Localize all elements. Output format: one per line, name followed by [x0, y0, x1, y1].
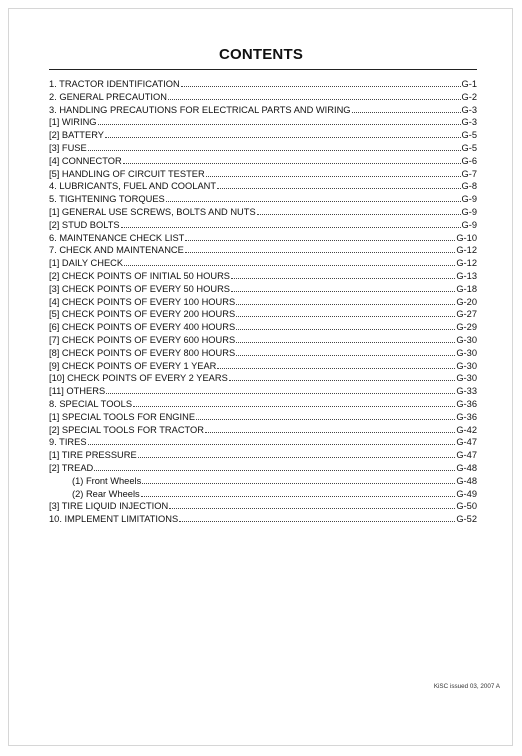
- toc-entry-page: G-52: [456, 514, 477, 525]
- toc-entry-page: G-30: [456, 373, 477, 384]
- toc-entry-page: G-9: [461, 206, 477, 217]
- toc-entry-page: G-3: [461, 104, 477, 115]
- dot-leader: [185, 244, 456, 253]
- toc-entry-title: [4] CHECK POINTS OF EVERY 100 HOURS: [49, 296, 236, 307]
- dot-leader: [352, 104, 461, 113]
- toc-entry-page: G-12: [456, 245, 477, 256]
- toc-entry-page: G-13: [456, 270, 477, 281]
- toc-entry-title: [1] GENERAL USE SCREWS, BOLTS AND NUTS: [49, 206, 256, 217]
- toc-entry: [49, 321, 477, 334]
- dot-leader: [181, 78, 461, 87]
- toc-entry-page: G-36: [456, 411, 477, 422]
- toc-entry-title: (1) Front Wheels: [72, 475, 142, 486]
- dot-leader: [236, 334, 455, 343]
- toc-entry: [49, 219, 477, 232]
- toc-entry: [49, 270, 477, 283]
- toc-entry: [49, 206, 477, 219]
- toc-entry-title: [5] HANDLING OF CIRCUIT TESTER: [49, 168, 205, 179]
- toc-entry: [49, 129, 477, 142]
- toc-entry-page: G-47: [456, 450, 477, 461]
- toc-entry-title: [7] CHECK POINTS OF EVERY 600 HOURS: [49, 334, 236, 345]
- toc-entry-title: [1] WIRING: [49, 117, 97, 128]
- toc-entry-title: 7. CHECK AND MAINTENANCE: [49, 245, 184, 256]
- toc-entry: [49, 500, 477, 513]
- dot-leader: [138, 449, 456, 458]
- toc-entry-title: [6] CHECK POINTS OF EVERY 400 HOURS: [49, 322, 236, 333]
- toc-entry-title: 10. IMPLEMENT LIMITATIONS: [49, 514, 179, 525]
- toc-entry-title: 9. TIRES: [49, 437, 87, 448]
- toc-entry-page: G-27: [456, 309, 477, 320]
- toc-entry-page: G-1: [461, 79, 477, 89]
- toc-entry-title: [1] TIRE PRESSURE: [49, 450, 137, 461]
- toc-entry-title: [5] CHECK POINTS OF EVERY 200 HOURS: [49, 309, 236, 320]
- toc-entry-title: 3. HANDLING PRECAUTIONS FOR ELECTRICAL PARTS AND WIRING: [49, 104, 351, 115]
- toc-entry-page: G-5: [461, 142, 477, 153]
- toc-entry-page: G-36: [456, 398, 477, 409]
- dot-leader: [123, 155, 461, 164]
- dot-leader: [257, 206, 461, 215]
- toc-entry-title: 1. TRACTOR IDENTIFICATION: [49, 79, 180, 89]
- toc-entry: [49, 168, 477, 181]
- toc-entry-title: [2] TREAD: [49, 462, 94, 473]
- toc-entry-page: G-49: [456, 488, 477, 499]
- toc-entry-page: G-48: [456, 462, 477, 473]
- toc-entry-page: G-29: [456, 322, 477, 333]
- dot-leader: [217, 360, 455, 369]
- toc-entry-title: [3] CHECK POINTS OF EVERY 50 HOURS: [49, 283, 230, 294]
- dot-leader: [185, 232, 455, 241]
- toc-entry-title: [8] CHECK POINTS OF EVERY 800 HOURS: [49, 347, 236, 358]
- toc-entry: [49, 155, 477, 168]
- toc-entry-page: G-48: [456, 475, 477, 486]
- toc-entry: [49, 283, 477, 296]
- toc-entry-title: [3] FUSE: [49, 142, 87, 153]
- toc-entry-page: G-6: [461, 155, 477, 166]
- dot-leader: [106, 385, 455, 394]
- toc-entry: [49, 244, 477, 257]
- toc-entry: [49, 232, 477, 245]
- toc-entry-page: G-47: [456, 437, 477, 448]
- toc-entry: [49, 78, 477, 91]
- toc-entry-title: [9] CHECK POINTS OF EVERY 1 YEAR: [49, 360, 217, 371]
- toc-entry: [49, 347, 477, 360]
- dot-leader: [133, 398, 455, 407]
- dot-leader: [166, 193, 461, 202]
- toc-entry: [49, 449, 477, 462]
- dot-leader: [206, 168, 461, 177]
- toc-entry: [49, 180, 477, 193]
- toc-entry-page: G-8: [461, 181, 477, 192]
- dot-leader: [141, 488, 456, 497]
- toc-entry: [49, 513, 477, 526]
- toc-entry-page: G-3: [461, 117, 477, 128]
- toc-entry: [49, 308, 477, 321]
- dot-leader: [88, 436, 456, 445]
- toc-entry-page: G-30: [456, 334, 477, 345]
- dot-leader: [217, 180, 460, 189]
- toc-entry-title: [2] SPECIAL TOOLS FOR TRACTOR: [49, 424, 204, 435]
- dot-leader: [236, 347, 455, 356]
- toc-entry-title: [2] BATTERY: [49, 130, 104, 141]
- toc-entry-title: [2] CHECK POINTS OF INITIAL 50 HOURS: [49, 270, 230, 281]
- toc-entry: [49, 462, 477, 475]
- toc-entry-title: [10] CHECK POINTS OF EVERY 2 YEARS: [49, 373, 228, 384]
- toc-entry: [49, 385, 477, 398]
- dot-leader: [231, 283, 455, 292]
- toc-entry: [49, 104, 477, 117]
- toc-entry-title: (2) Rear Wheels: [72, 488, 140, 499]
- dot-leader: [236, 308, 455, 317]
- dot-leader: [124, 257, 455, 266]
- toc-entry-page: G-30: [456, 347, 477, 358]
- toc-entry-page: G-10: [456, 232, 477, 243]
- toc-entry: [49, 296, 477, 309]
- table-of-contents: [49, 78, 477, 526]
- dot-leader: [142, 475, 455, 484]
- toc-entry-page: G-5: [461, 130, 477, 141]
- toc-entry: [49, 436, 477, 449]
- dot-leader: [98, 116, 461, 125]
- toc-entry-title: 6. MAINTENANCE CHECK LIST: [49, 232, 185, 243]
- dot-leader: [121, 219, 461, 228]
- dot-leader: [94, 462, 455, 471]
- toc-entry-title: [11] OTHERS: [49, 386, 106, 397]
- toc-entry-page: G-2: [461, 91, 477, 102]
- toc-entry: [49, 411, 477, 424]
- toc-entry-page: G-9: [461, 194, 477, 205]
- toc-entry: [49, 488, 477, 501]
- dot-leader: [105, 129, 461, 138]
- toc-entry-title: 2. GENERAL PRECAUTION: [49, 91, 167, 102]
- dot-leader: [169, 500, 455, 509]
- toc-entry: [49, 360, 477, 373]
- toc-entry: [49, 91, 477, 104]
- toc-entry-page: G-30: [456, 360, 477, 371]
- toc-entry: [49, 116, 477, 129]
- toc-entry: [49, 257, 477, 270]
- toc-entry: [49, 398, 477, 411]
- dot-leader: [205, 424, 455, 433]
- issue-footer: KiSC issued 03, 2007 A: [433, 683, 500, 690]
- dot-leader: [231, 270, 455, 279]
- dot-leader: [236, 296, 455, 305]
- dot-leader: [196, 411, 455, 420]
- toc-entry: [49, 142, 477, 155]
- toc-entry-title: 8. SPECIAL TOOLS: [49, 398, 133, 409]
- toc-entry-page: G-7: [461, 168, 477, 179]
- page-title: CONTENTS: [218, 46, 304, 63]
- dot-leader: [88, 142, 461, 151]
- toc-entry-page: G-50: [456, 501, 477, 512]
- toc-entry-page: G-18: [456, 283, 477, 294]
- toc-entry-title: [4] CONNECTOR: [49, 155, 122, 166]
- toc-entry: [49, 372, 477, 385]
- dot-leader: [168, 91, 461, 100]
- toc-entry-title: [1] DAILY CHECK: [49, 258, 124, 269]
- toc-entry-title: [1] SPECIAL TOOLS FOR ENGINE: [49, 411, 196, 422]
- title-rule: [49, 69, 477, 70]
- toc-entry-title: 5. TIGHTENING TORQUES: [49, 194, 165, 205]
- toc-entry: [49, 193, 477, 206]
- dot-leader: [236, 321, 455, 330]
- toc-entry-title: 4. LUBRICANTS, FUEL AND COOLANT: [49, 181, 217, 192]
- toc-entry-page: G-20: [456, 296, 477, 307]
- dot-leader: [179, 513, 455, 522]
- toc-entry-page: G-42: [456, 424, 477, 435]
- toc-entry: [49, 424, 477, 437]
- toc-entry-title: [3] TIRE LIQUID INJECTION: [49, 501, 169, 512]
- dot-leader: [229, 372, 456, 381]
- toc-entry-page: G-33: [456, 386, 477, 397]
- toc-entry-page: G-9: [461, 219, 477, 230]
- toc-entry: [49, 475, 477, 488]
- toc-entry-title: [2] STUD BOLTS: [49, 219, 120, 230]
- toc-entry-page: G-12: [456, 258, 477, 269]
- toc-entry: [49, 334, 477, 347]
